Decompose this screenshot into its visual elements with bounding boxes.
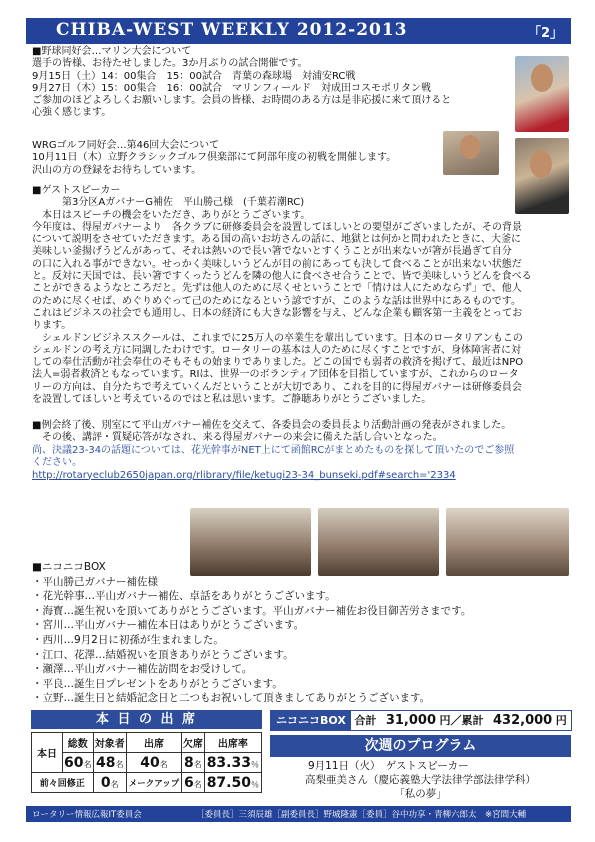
niko-box-label: ニコニコBOX bbox=[271, 711, 351, 730]
text-line: シェルドンの考え方に同調したわけです。ロータリーの基本は人のために尽くすことですが、身体障害者に対 bbox=[32, 344, 521, 356]
committee-name: ロータリー情報広報IT委員会 bbox=[32, 810, 142, 820]
program-speaker: 高梨亜美さん（慶応義塾大学法律学部法律学科） bbox=[305, 774, 536, 786]
text-line: のために尽くせば、めぐりめぐって己のためになるという諺ですが、このような話は世界中にあるものです。 bbox=[32, 295, 521, 307]
header-rate: 出席率 bbox=[204, 733, 261, 753]
text-line: ■ゲストスピーカー bbox=[32, 185, 121, 196]
separator: ／ bbox=[450, 714, 462, 727]
cumulative-label: 累計 bbox=[461, 714, 484, 727]
text-line: 9月15日（土）14：00集合 15：00試合 青葉の森球場 対浦安RC戦 bbox=[32, 70, 356, 82]
attendance-table bbox=[31, 732, 262, 793]
text-line: 第3分区AガバナーG補佐 平山勝己様 (千葉若潮RC) bbox=[32, 197, 305, 209]
text-line: ご参加のほどよろしくお願いします。会員の皆様、お時間のある方は是非応援に来て頂けると bbox=[32, 95, 452, 107]
corrected-rate-cell: 87.50％ bbox=[204, 773, 261, 793]
present-cell: 40名 bbox=[126, 753, 181, 773]
text-line: 法人=弱者救済ともなっています。RIは、世界一のボランティア団体を目指していますが、これからのロータ bbox=[32, 369, 519, 381]
text-line: ■例会終了後、別室にて平山ガバナー補佐を交えて、各委員会の委員長より活動計画の発表がされました。 bbox=[32, 420, 512, 431]
text-line: ・宮川…平山ガバナー補佐本日はありがとうございます。 bbox=[32, 619, 305, 632]
niko-niko-box-section bbox=[32, 560, 471, 706]
makeup-label: メークアップ bbox=[126, 773, 181, 793]
meeting-section bbox=[32, 420, 511, 445]
next-program-title: 次週のプログラム bbox=[270, 735, 571, 757]
text-line: と。反対に天国では、長い箸ですくったうどんを隣の他人に食べさせ合うことで、皆で美味しいうどんを食べる bbox=[32, 271, 532, 283]
newsletter-title: CHIBA-WEST WEEKLY 2012-2013 bbox=[56, 20, 408, 40]
golf-photo bbox=[443, 131, 499, 175]
text-line: ■ニコニコBOX bbox=[32, 561, 106, 573]
total-label: 合計 bbox=[354, 714, 377, 727]
text-line: WRGゴルフ同好会…第46回大会について bbox=[32, 140, 220, 151]
prev-count-cell: 0名 bbox=[93, 773, 126, 793]
text-line: の口に入れる事ができない。せっかく美味しいうどんが目の前にあっても決して食べることが出来ない状態だ bbox=[32, 258, 522, 270]
cumulative-amount: 432,000 bbox=[493, 713, 553, 728]
speaker-photo-top bbox=[515, 56, 569, 132]
total-cell: 60名 bbox=[64, 754, 92, 771]
text-line: その後、講評・質疑応答がなされ、来る得屋ガバナーの来会に備えた話し合いとなった。 bbox=[32, 432, 443, 444]
text-line: を設置してほしいと考えているのではと私は思います。ご静聴ありがとうございました。 bbox=[32, 394, 432, 406]
header-present: 出席 bbox=[126, 733, 181, 753]
today-label: 本日 bbox=[32, 733, 63, 773]
text-line: ります。 bbox=[32, 320, 72, 332]
text-line: 今年度は、得屋ガバナーより 各クラブに研修委員会を設置してほしいとの要望がございましたが、その背景 bbox=[32, 221, 522, 233]
text-line: 9月27日（木）15：00集合 16：00試合 マリンフィールド 対成田コスモポリタン戦 bbox=[32, 82, 431, 94]
total-unit: 円 bbox=[439, 714, 451, 727]
rate-cell: 83.33％ bbox=[204, 753, 261, 773]
committee-members: ［委員長］三須辰雄［副委員長］野城隆憲［委員］谷中功享・青柳六郎太 ※宮間大輔 bbox=[196, 810, 527, 820]
text-line: これはビジネスの社会でも通用し、日本の経済にも大きな影響を与え、どんな企業も顧客第一主義をとってお bbox=[32, 307, 523, 319]
next-program-details bbox=[270, 759, 571, 801]
text-line: 選手の皆様、お待たせしました。3か月ぶりの試合開催です。 bbox=[32, 58, 308, 70]
text-line: について説明をさせていただきます。ある国の高いお坊さんの話に、地獄とは何かと問われたときに、大釜に bbox=[32, 234, 521, 246]
resolution-note bbox=[32, 445, 514, 482]
text-line: 美味しい釜揚げうどんがあって、それは熱いので長い箸でないとすくうことが出来ないが箸が長過ぎて自分 bbox=[32, 246, 512, 258]
text-line: 本日はスピーチの機会をいただき、ありがとうございます。 bbox=[32, 209, 311, 221]
guest-speaker-section bbox=[32, 185, 532, 406]
target-cell: 48名 bbox=[93, 753, 126, 773]
text-line: ことができるようなところだと。先ずは他人のために尽くせということで「情けは人にためならず」で、他人 bbox=[32, 283, 522, 295]
total-amount: 31,000 bbox=[385, 713, 436, 728]
text-line: しての奉仕活動が社会奉仕のそもそもの始まりでありました。どこの国でも弱者の救済を掲げて、最近はNPO bbox=[32, 357, 524, 369]
masthead bbox=[26, 18, 571, 44]
makeup-cell: 6名 bbox=[182, 773, 205, 793]
program-date: 9月11日（火） ゲストスピーカー bbox=[308, 760, 469, 772]
text-line: ・花光幹事…平山ガバナー補佐、卓話をありがとうございます。 bbox=[32, 590, 336, 603]
text-line: ・江口、花澤…結婚祝いを頂きありがとうございます。 bbox=[32, 648, 294, 661]
text-line: ください。 bbox=[32, 457, 82, 469]
baseball-section bbox=[32, 46, 451, 120]
niko-box-summary bbox=[270, 710, 572, 731]
text-line: ・瀬澤…平山ガバナー補佐訪問をお受けして。 bbox=[32, 663, 253, 676]
text-line: リーの方向は、自分たちで考えていくんだということが大切であり、これを目的に得屋ガバナーは研修委員会 bbox=[32, 381, 522, 393]
reference-link[interactable]: http://rotaryeclub2650japan.org/rlibrary/file/ketugi23-34_bunseki.pdf#search='2334 bbox=[32, 469, 456, 481]
header-target: 対象者 bbox=[93, 733, 126, 753]
text-line: シェルドンビジネススクールは、これまでに25万人の卒業生を輩出しています。日本のロータリアンもこの bbox=[32, 332, 523, 344]
prev-correction-label: 前々回修正 bbox=[32, 773, 94, 793]
text-line: ・平山勝己ガバナー補佐様 bbox=[32, 575, 158, 588]
text-line: ・平良…誕生日プレゼントをありがとうございます。 bbox=[32, 677, 283, 690]
text-line: 10月11日（木）立野クラシックゴルフ倶楽部にて阿部年度の初戦を開催します。 bbox=[32, 152, 397, 164]
program-topic: 「私の夢」 bbox=[394, 788, 447, 800]
text-line: ・西川…9月2日に初孫が生まれました。 bbox=[32, 633, 224, 646]
header-total: 総数 bbox=[63, 733, 94, 753]
cumulative-unit: 円 bbox=[555, 714, 567, 727]
header-absent: 欠席 bbox=[182, 733, 205, 753]
absent-cell: 8名 bbox=[182, 753, 205, 773]
text-line: 尚、決議23-34の話題については、花光幹事がNET上にて函館RCがまとめたものを探して頂いたのでご参照 bbox=[32, 445, 515, 456]
attendance-title: 本 日 の 出 席 bbox=[31, 710, 262, 729]
text-line: ・立野…誕生日と結婚記念日と二つもお祝いして頂きましてありがとうございます。 bbox=[32, 692, 431, 705]
text-line: 心強く感じます。 bbox=[32, 107, 112, 119]
page-number: 「2」 bbox=[527, 26, 563, 41]
footer-bar bbox=[26, 806, 571, 822]
text-line: 沢山の方の登録をお待ちしています。 bbox=[32, 164, 202, 176]
text-line: ・海寳…誕生祝いを頂いてありがとうございます。平山ガバナー補佐お役目御苦労さまです。 bbox=[32, 604, 472, 617]
golf-section bbox=[32, 140, 396, 177]
text-line: ■野球同好会…マリン大会について bbox=[32, 46, 192, 57]
